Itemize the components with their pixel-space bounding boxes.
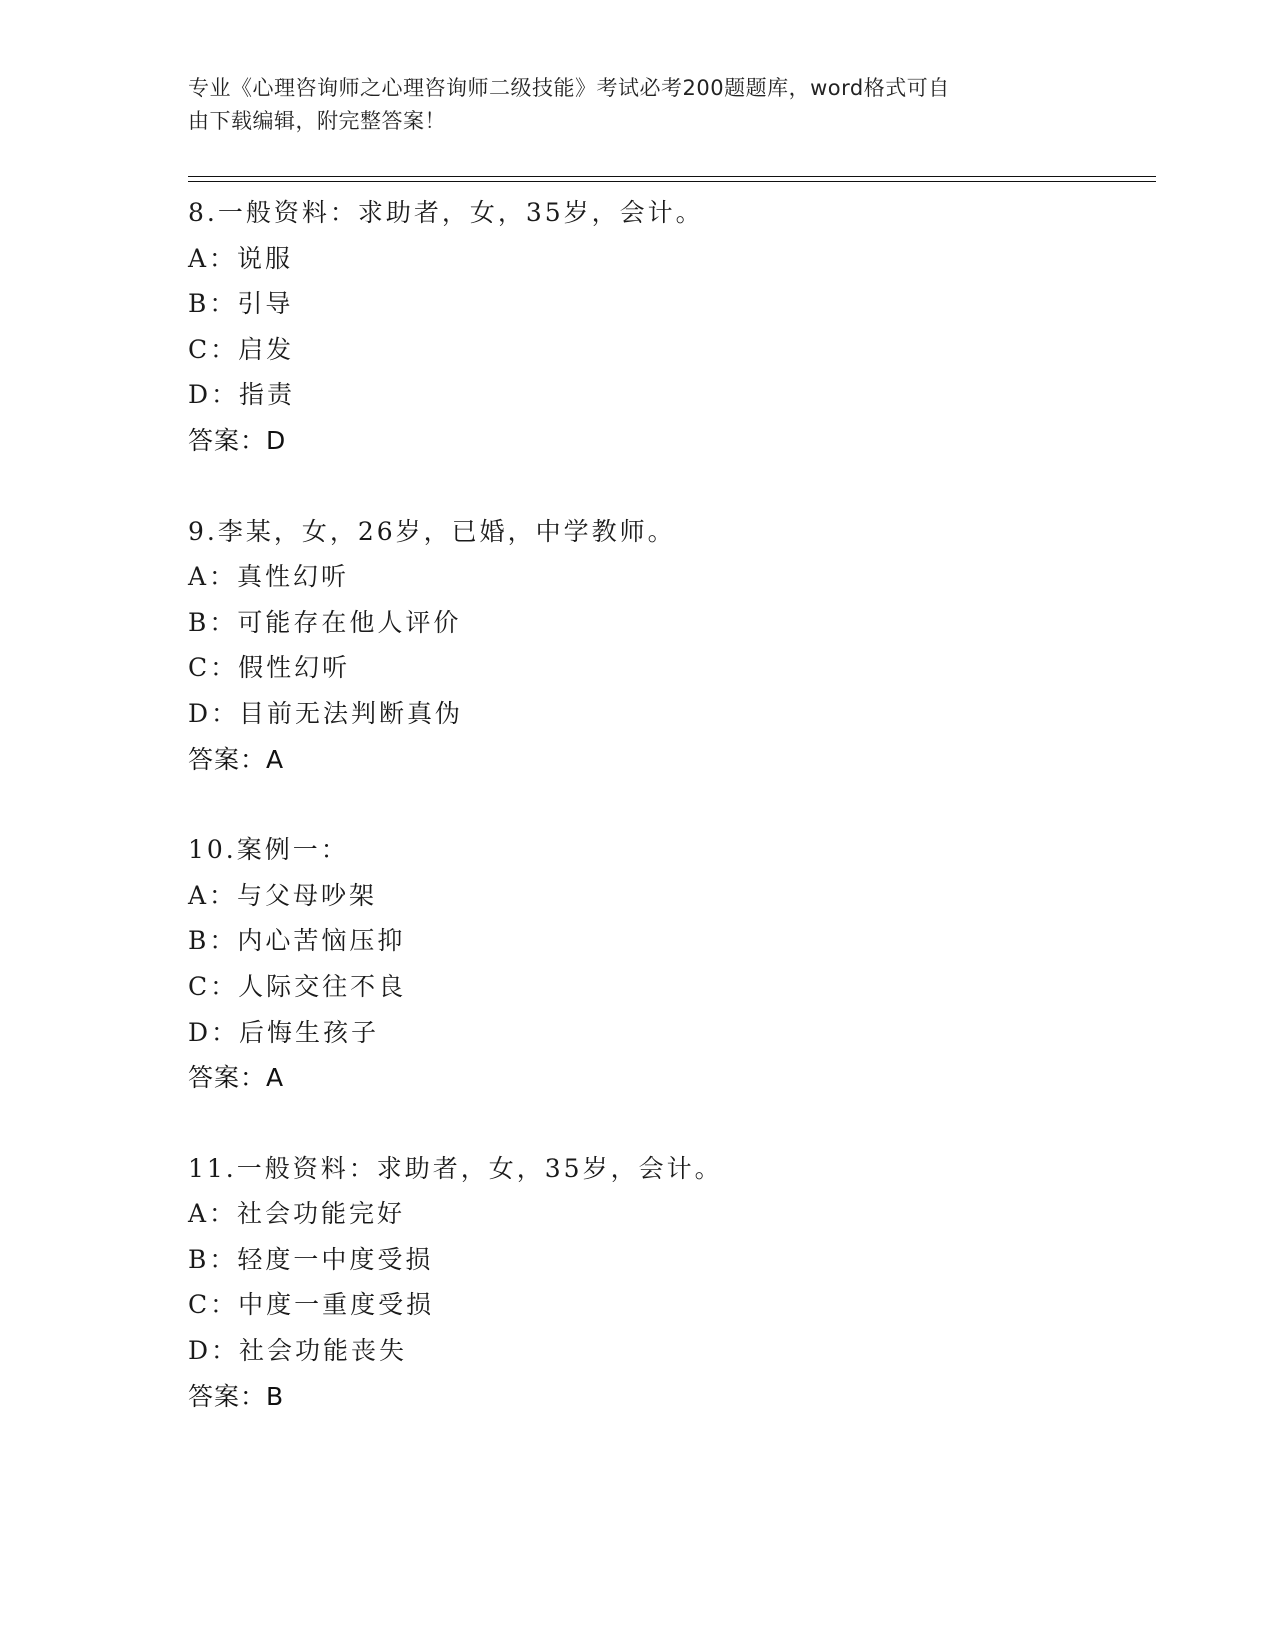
header-line-1: 专业《心理咨询师之心理咨询师二级技能》考试必考200题题库，word格式可自 — [188, 76, 950, 100]
option-d: D：指责 — [188, 380, 296, 410]
option-a: A：与父母吵架 — [188, 880, 378, 910]
question-8 — [188, 190, 1138, 464]
option-a: A：真性幻听 — [188, 562, 350, 592]
option-c: C：启发 — [188, 334, 295, 364]
document-header — [188, 72, 1068, 138]
question-stem: 10.案例一： — [188, 835, 349, 865]
answer-label: 答案：B — [188, 1381, 285, 1411]
option-b: B：内心苦恼压抑 — [188, 926, 406, 956]
question-stem: 9.李某，女，26岁，已婚，中学教师。 — [188, 516, 676, 546]
option-c: C：中度一重度受损 — [188, 1290, 435, 1320]
option-b: B：引导 — [188, 289, 294, 319]
question-11 — [188, 1146, 1138, 1420]
question-10 — [188, 827, 1138, 1101]
header-divider-bottom — [188, 181, 1156, 182]
option-b: B：轻度一中度受损 — [188, 1244, 434, 1274]
option-a: A：说服 — [188, 243, 294, 273]
option-d: D：后悔生孩子 — [188, 1017, 380, 1047]
option-c: C：假性幻听 — [188, 653, 351, 683]
question-list — [188, 190, 1138, 1419]
option-c: C：人际交往不良 — [188, 971, 407, 1001]
answer-label: 答案：A — [188, 744, 285, 774]
option-d: D：社会功能丧失 — [188, 1336, 408, 1366]
question-stem: 8.一般资料：求助者，女，35岁，会计。 — [188, 198, 704, 227]
option-b: B：可能存在他人评价 — [188, 607, 462, 637]
header-divider-top — [188, 176, 1156, 177]
question-stem: 11.一般资料：求助者，女，35岁，会计。 — [188, 1153, 723, 1183]
question-9 — [188, 509, 1138, 783]
answer-label: 答案：A — [188, 1063, 285, 1093]
header-line-2: 由下载编辑，附完整答案！ — [188, 109, 446, 133]
option-a: A：社会功能完好 — [188, 1199, 406, 1229]
option-d: D：目前无法判断真伪 — [188, 698, 464, 728]
answer-label: 答案：D — [188, 425, 287, 455]
